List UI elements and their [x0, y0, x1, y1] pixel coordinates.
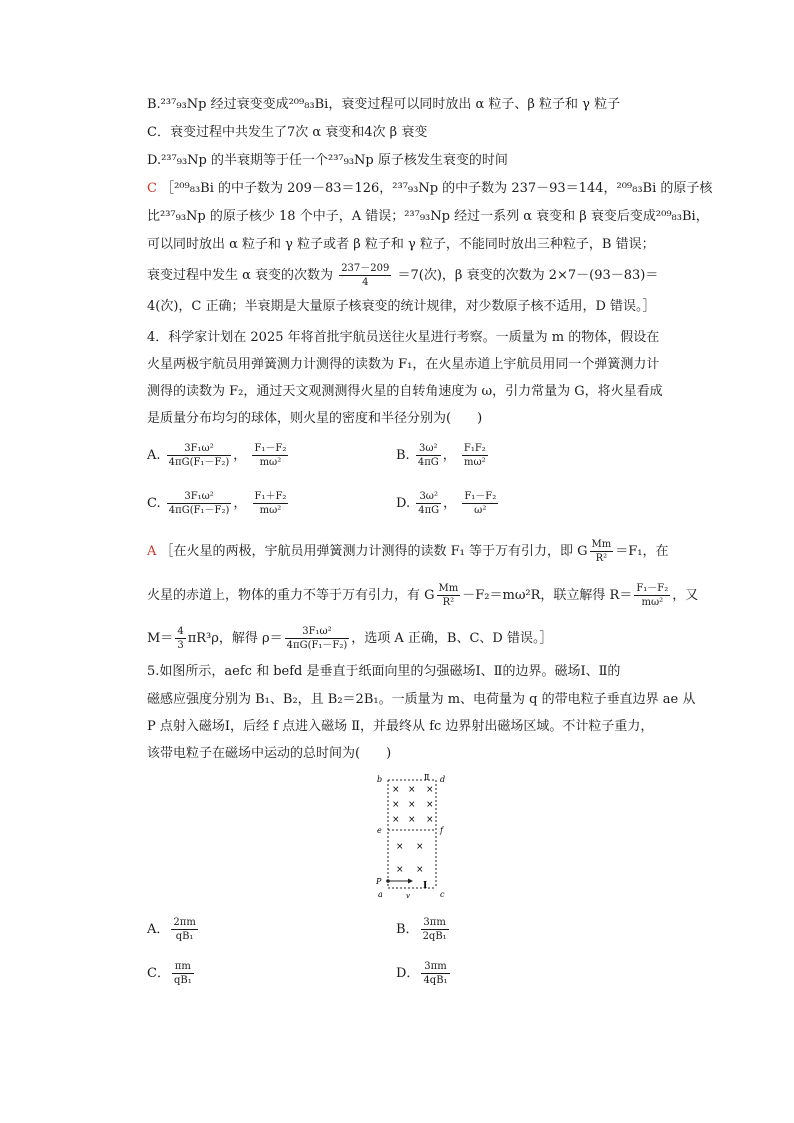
q4-explanation-line-1 — [147, 538, 669, 565]
q4-ex3a: M＝ — [147, 631, 174, 646]
cross-mark: × — [426, 785, 434, 795]
q5-a-den: qB₁ — [175, 931, 194, 942]
q4-a-f2-den: mω² — [259, 457, 282, 468]
q4-ex2c: ，又 — [672, 588, 699, 603]
q4-ex2-frac2 — [634, 582, 670, 609]
q3-ex4a: 衰变过程中发生 α 衰变的次数为 — [147, 268, 334, 283]
cross-mark: × — [392, 785, 400, 795]
q4-b-density — [416, 442, 441, 469]
q4-ex3-den2: 4πG(F₁－F₂) — [286, 640, 348, 651]
q4-ex3-frac2 — [285, 625, 350, 652]
q4-ex2-den: R² — [442, 597, 455, 608]
q5-d-frac — [421, 960, 449, 987]
q5-b-num: 3πm — [421, 916, 449, 930]
cross-mark: × — [392, 815, 400, 825]
q5-stem-line-3: P 点射入磁场Ⅰ，后经 f 点进入磁场 Ⅱ，并最终从 fc 边界射出磁场区域。不计粒子重力， — [147, 719, 654, 734]
q3-frac-den: 4 — [362, 277, 369, 288]
q3-fraction — [339, 262, 391, 289]
magnetic-field-figure — [368, 770, 458, 900]
label-e: e — [377, 826, 382, 835]
q4-a-density — [167, 442, 232, 469]
label-d: d — [440, 775, 446, 784]
q4-stem-line-1: 4．科学家计划在 2025 年将首批宇航员送往火星进行考察。一质量为 m 的物体，假设在 — [147, 330, 660, 345]
q5-c-den: qB₁ — [173, 975, 192, 986]
q4-ex1-den: R² — [595, 553, 608, 564]
q4-c-label: C. — [147, 496, 161, 511]
q4-ex2b: －F₂＝mω²R，联立解得 R＝ — [462, 588, 633, 603]
q5-stem-line-2: 磁感应强度分别为 B₁、B₂，且 B₂＝2B₁。一质量为 m、电荷量为 q 的带电粒子垂直边界 ae 从 — [147, 692, 696, 707]
q4-c-radius — [253, 490, 289, 517]
q3-option-c: C．衰变过程中共发生了7次 α 衰变和4次 β 衰变 — [147, 125, 428, 140]
q4-option-a: A. $\frac{\text{3F₁ω²}}{\text{4πG(F₁－F₂)}}$ ， $\frac{\text{F₁－F₂}}{\text{mω²}}$ — [147, 443, 287, 468]
q4-ex2-num: Mm — [438, 583, 459, 594]
q4-ex2-den2: mω² — [641, 597, 664, 608]
q5-option-a — [147, 916, 200, 943]
q4-ex3-frac — [175, 625, 185, 652]
label-b: b — [377, 775, 383, 784]
cross-mark: × — [408, 815, 416, 825]
q5-option-d — [396, 960, 452, 987]
q4-ex1a: ［在火星的两极，宇航员用弹簧测力计测得的读数 F₁ 等于万有引力，即 G — [160, 544, 588, 559]
q4-a-f1-num: 3F₁ω² — [167, 442, 232, 456]
q4-d-f1-den: 4πG — [418, 505, 440, 516]
q4-explanation-line-2 — [147, 582, 698, 609]
q4-option-c: C. $\frac{\text{3F₁ω²}}{\text{4πG(F₁－F₂)}}$ ， $\frac{\text{F₁＋F₂}}{\text{mω²}}$ — [147, 491, 287, 516]
q5-a-num: 2πm — [173, 917, 196, 928]
q4-b-f1-den: 4πG — [417, 457, 439, 468]
q4-ex1b: ＝F₁，在 — [615, 544, 669, 559]
label-p: P — [376, 877, 382, 886]
cross-mark: × — [416, 842, 424, 852]
q4-c-density — [167, 490, 232, 517]
q4-c-f2-den: mω² — [259, 505, 282, 516]
q4-answer: A — [147, 544, 157, 559]
q4-option-d: D. $\frac{\text{3ω²}}{4\pi G}$ ， $\frac{\text{F₁－F₂}}{\text{ω²}}$ — [396, 491, 497, 516]
q5-option-c — [147, 960, 196, 987]
q4-b-f2-den: mω² — [464, 457, 486, 468]
q5-stem-line-1: 5.如图所示，aefc 和 befd 是垂直于纸面向里的匀强磁场Ⅰ、Ⅱ的边界。磁场Ⅰ、Ⅱ的 — [147, 664, 621, 679]
q4-ex2-frac — [437, 582, 461, 609]
q3-ex1: ［²⁰⁹₈₃Bi 的中子数为 209－83＝126，²³⁷₉₃Np 的中子数为 237－93＝144，²⁰⁹₈₃Bi 的原子核 — [161, 181, 713, 196]
q5-d-den: 4qB₁ — [423, 975, 448, 986]
cross-mark: × — [392, 800, 400, 810]
q5-a-frac — [171, 916, 197, 943]
label-v: v — [406, 892, 410, 900]
q4-ex3-den: 3 — [177, 640, 184, 651]
q4-d-f2-num: F₁－F₂ — [464, 491, 497, 502]
q3-frac-num: 237－209 — [341, 263, 390, 274]
q4-ex1-num: Mm — [591, 539, 612, 550]
label-region-1: Ⅰ — [423, 881, 428, 891]
q3-explanation-line-2: 比²³⁷₉₃Np 的原子核少 18 个中子，A 错误；²³⁷₉₃Np 经过一系列 α 衰变和 β 衰变后变成²⁰⁹₈₃Bi， — [147, 209, 709, 224]
q4-explanation-line-3 — [147, 625, 553, 652]
q3-explanation-line-4 — [147, 262, 658, 289]
q4-d-density — [416, 490, 441, 517]
q3-option-b: B.²³⁷₉₃Np 经过衰变变成²⁰⁹₈₃Bi，衰变过程可以同时放出 α 粒子、β 粒子和 γ 粒子 — [147, 97, 621, 112]
q5-c-num: πm — [172, 960, 194, 974]
q4-a-f1-den: 4πG(F₁－F₂) — [168, 457, 230, 468]
q4-b-f2-num: F₁F₂ — [463, 443, 486, 454]
cross-mark: × — [396, 865, 404, 875]
q4-b-radius — [462, 442, 488, 469]
q4-b-f1-num: 3ω² — [416, 442, 441, 456]
q4-ex3b: πR³ρ，解得 ρ＝ — [187, 631, 283, 646]
q3-explanation-line-1 — [147, 179, 712, 199]
cross-mark: × — [408, 785, 416, 795]
q4-c-f1-num: 3F₁ω² — [167, 490, 232, 504]
q4-a-f2-num: F₁－F₂ — [254, 443, 287, 454]
q5-d-label: D． — [396, 966, 420, 981]
velocity-arrowhead — [408, 879, 413, 884]
q5-d-num: 3πm — [421, 960, 449, 974]
q4-d-label: D. — [396, 496, 411, 511]
q4-ex2a: 火星的赤道上，物体的重力不等于万有引力，有 G — [147, 588, 435, 603]
q4-ex2-num2: F₁－F₂ — [636, 583, 669, 594]
q4-stem-line-2: 火星两极宇航员用弹簧测力计测得的读数为 F₁，在火星赤道上宇航员用同一个弹簧测力计 — [147, 357, 660, 372]
q4-ex3-num: 4 — [177, 626, 184, 637]
cross-mark: × — [408, 800, 416, 810]
q5-stem-line-4: 该带电粒子在磁场中运动的总时间为( ) — [147, 746, 392, 761]
label-f: f — [440, 826, 443, 835]
q5-b-label: B． — [396, 922, 419, 937]
q5-b-frac — [421, 916, 449, 943]
label-region-2: Ⅱ — [424, 773, 430, 782]
label-a: a — [378, 890, 383, 899]
cross-mark: × — [396, 842, 404, 852]
q4-d-f1-num: 3ω² — [416, 490, 441, 504]
q3-explanation-line-5: 4(次)，C 正确；半衰期是大量原子核衰变的统计规律，对少数原子核不适用，D 错误。］ — [147, 299, 656, 314]
q4-d-f2-den: ω² — [474, 505, 487, 516]
label-c: c — [440, 890, 445, 899]
q3-option-d: D.²³⁷₉₃Np 的半衰期等于任一个²³⁷₉₃Np 原子核发生衰变的时间 — [147, 153, 508, 168]
q5-b-den: 2qB₁ — [422, 931, 447, 942]
q4-ex3-num2: 3F₁ω² — [285, 625, 350, 639]
q4-a-radius — [252, 442, 288, 469]
q3-answer: C — [147, 181, 157, 196]
q4-d-radius — [462, 490, 498, 517]
q4-c-f2-num: F₁＋F₂ — [254, 491, 287, 502]
q4-a-label: A. — [147, 448, 161, 463]
q5-option-b — [396, 916, 451, 943]
q4-option-b: B. $\frac{\text{3ω²}}{4\pi G}$ ， $\frac{\text{F₁F₂}}{\text{mω²}}$ — [396, 443, 486, 468]
q3-ex4b: ＝7(次)，β 衰变的次数为 2×7－(93－83)＝ — [397, 268, 659, 283]
cross-mark: × — [426, 815, 434, 825]
q4-stem-line-4: 是质量分布均匀的球体，则火星的密度和半径分别为( ) — [147, 411, 483, 426]
q5-c-label: C． — [147, 966, 170, 981]
q3-explanation-line-3: 可以同时放出 α 粒子和 γ 粒子或者 β 粒子和 γ 粒子，不能同时放出三种粒子，B 错误； — [147, 237, 655, 252]
q5-c-frac — [172, 960, 194, 987]
q4-ex1-frac — [590, 538, 614, 565]
q4-ex3c: ，选项 A 正确，B、C、D 错误。］ — [351, 631, 553, 646]
q4-b-label: B. — [396, 448, 410, 463]
q4-stem-line-3: 测得的读数为 F₂，通过天文观测测得火星的自转角速度为 ω，引力常量为 G，将火星看成 — [147, 384, 663, 399]
cross-mark: × — [426, 800, 434, 810]
cross-mark: × — [416, 865, 424, 875]
q4-c-f1-den: 4πG(F₁－F₂) — [168, 505, 230, 516]
q5-a-label: A． — [147, 922, 170, 937]
